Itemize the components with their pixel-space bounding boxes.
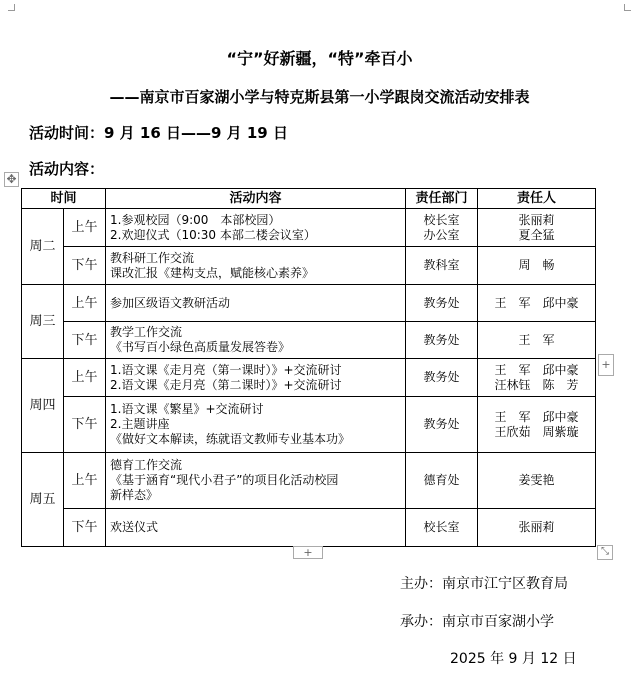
activity-line: 新样态》	[110, 488, 159, 502]
person-line: 张丽莉	[518, 212, 555, 227]
dept-line: 德育处	[423, 473, 460, 487]
activity-cell	[106, 285, 406, 322]
activity-cell	[106, 359, 406, 397]
dept-line: 办公室	[423, 227, 460, 242]
activity-line: 《基于涵育“现代小君子”的项目化活动校园	[110, 473, 339, 487]
person-line: 汪林钰 陈 芳	[494, 377, 579, 392]
dept-line: 教务处	[423, 417, 460, 431]
dept-cell	[406, 359, 478, 397]
day-cell: 周四	[22, 359, 64, 453]
header-person: 责任人	[478, 189, 596, 209]
person-cell	[478, 397, 596, 453]
margin-corner-right	[624, 4, 631, 11]
table-move-handle-icon[interactable]: ✥	[4, 172, 19, 187]
person-cell	[478, 209, 596, 247]
dept-line: 教科室	[423, 258, 460, 272]
table-row	[22, 509, 596, 547]
activity-line: 1.参观校园（9:00 本部校园）	[110, 212, 281, 227]
person-cell	[478, 247, 596, 285]
table-row	[22, 285, 596, 322]
activity-cell	[106, 209, 406, 247]
day-cell: 周三	[22, 285, 64, 359]
table-row	[22, 209, 596, 247]
person-line: 夏全猛	[518, 227, 555, 242]
dept-line: 教务处	[423, 332, 460, 347]
person-line: 王 军 邱中豪	[494, 409, 579, 424]
person-cell	[478, 359, 596, 397]
activity-line: 课改汇报《建构支点，赋能核心素养》	[110, 265, 315, 280]
schedule-table	[21, 188, 596, 547]
activity-line: 德育工作交流	[110, 458, 183, 472]
activity-line: 教学工作交流	[110, 325, 183, 339]
activity-line: 教科研工作交流	[110, 250, 195, 265]
person-cell	[478, 322, 596, 359]
activity-line: 2.主题讲座	[110, 417, 170, 431]
half-day-cell: 下午	[64, 397, 106, 453]
person-cell	[478, 509, 596, 547]
activity-cell	[106, 247, 406, 285]
person-line: 王欣茹 周紫璇	[494, 424, 579, 439]
half-day-cell: 上午	[64, 359, 106, 397]
activity-content-label: 活动内容：	[29, 160, 105, 178]
activity-line: 《做好文本解读，练就语文教师专业基本功》	[110, 432, 351, 446]
footer-organizer: 主办：南京市江宁区教育局	[400, 576, 568, 592]
footer-date: 2025 年 9 月 12 日	[450, 651, 577, 667]
margin-corner-left	[8, 4, 15, 11]
activity-cell	[106, 397, 406, 453]
header-time: 时间	[22, 189, 106, 209]
activity-line: 参加区级语文教研活动	[110, 295, 231, 310]
half-day-cell: 下午	[64, 322, 106, 359]
activity-cell	[106, 322, 406, 359]
activity-line: 1.语文课《走月亮（第一课时）》+交流研讨	[110, 362, 342, 377]
half-day-cell: 下午	[64, 247, 106, 285]
table-row	[22, 322, 596, 359]
add-row-button[interactable]: +	[293, 546, 323, 559]
half-day-cell: 上午	[64, 453, 106, 509]
table-row	[22, 397, 596, 453]
footer-host: 承办：南京市百家湖小学	[400, 614, 554, 630]
half-day-cell: 下午	[64, 509, 106, 547]
dept-cell	[406, 453, 478, 509]
dept-cell	[406, 509, 478, 547]
activity-time: 活动时间：9 月 16 日——9 月 19 日	[29, 124, 288, 142]
person-cell	[478, 285, 596, 322]
person-line: 王 军 邱中豪	[494, 295, 579, 310]
dept-cell	[406, 322, 478, 359]
dept-line: 教务处	[423, 370, 460, 384]
table-row	[22, 359, 596, 397]
person-line: 周 畅	[518, 258, 555, 272]
day-cell: 周二	[22, 209, 64, 285]
day-cell: 周五	[22, 453, 64, 547]
half-day-cell: 上午	[64, 285, 106, 322]
person-cell	[478, 453, 596, 509]
activity-cell	[106, 509, 406, 547]
person-line: 王 军 邱中豪	[494, 362, 579, 377]
dept-line: 校长室	[423, 520, 460, 534]
person-line: 张丽莉	[518, 520, 555, 534]
dept-line: 校长室	[423, 212, 460, 227]
table-row	[22, 247, 596, 285]
table-resize-handle-icon[interactable]: ⤡	[597, 545, 613, 560]
activity-line: 2.语文课《走月亮（第二课时）》+交流研讨	[110, 377, 342, 392]
activity-line: 欢送仪式	[110, 520, 159, 534]
half-day-cell: 上午	[64, 209, 106, 247]
header-dept: 责任部门	[406, 189, 478, 209]
document-subtitle: ——南京市百家湖小学与特克斯县第一小学跟岗交流活动安排表	[109, 88, 530, 106]
dept-cell	[406, 247, 478, 285]
person-line: 姜雯艳	[518, 473, 555, 487]
activity-line: 《书写百小绿色高质量发展答卷》	[110, 340, 291, 354]
dept-cell	[406, 285, 478, 322]
document-title: “宁”好新疆，“特”牵百小	[226, 49, 413, 68]
dept-cell	[406, 397, 478, 453]
header-content: 活动内容	[106, 189, 406, 209]
dept-line: 教务处	[423, 295, 460, 310]
add-column-button[interactable]: +	[598, 354, 614, 376]
table-row	[22, 453, 596, 509]
activity-cell	[106, 453, 406, 509]
dept-cell	[406, 209, 478, 247]
activity-line: 2.欢迎仪式（10:30 本部二楼会议室）	[110, 227, 316, 242]
activity-line: 1.语文课《繁星》+交流研讨	[110, 402, 264, 416]
person-line: 王 军	[518, 332, 555, 347]
